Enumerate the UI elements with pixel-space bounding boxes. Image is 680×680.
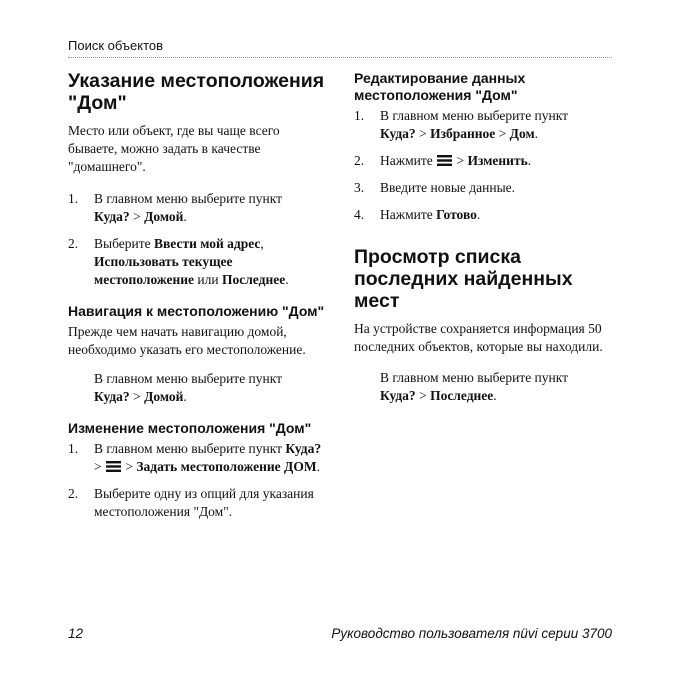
recent-places-intro: На устройстве сохраняется информация 50 последних объектов, которые вы находили.	[354, 321, 603, 354]
step-text: Нажмите	[380, 207, 437, 222]
edit-home-steps	[354, 107, 616, 224]
menu-path-home: Дом	[509, 126, 535, 141]
step-number: 2.	[68, 486, 79, 501]
change-home-steps	[68, 440, 330, 521]
button-done: Готово	[436, 207, 477, 222]
set-home-intro: Место или объект, где вы чаще всего бываете, можно задать в качестве "домашнего".	[68, 123, 280, 174]
option-recent: Последнее	[221, 272, 286, 287]
step-text: Выберите	[94, 236, 154, 251]
list-item	[68, 485, 330, 521]
section-title-change-home: Изменение местоположения "Дом"	[68, 420, 312, 436]
step-text: В главном меню выберите пункт	[380, 370, 569, 385]
section-title-go-home: Навигация к местоположению "Дом"	[68, 303, 325, 319]
path-separator: >	[495, 126, 510, 141]
menu-icon	[437, 155, 452, 166]
path-separator: >	[94, 459, 105, 474]
list-item	[354, 206, 616, 224]
step-number: 3.	[354, 180, 365, 195]
step-end: .	[183, 209, 187, 224]
step-end: .	[476, 207, 481, 222]
step-separator: ,	[260, 236, 264, 251]
step-end: .	[183, 389, 187, 404]
step-text: Нажмите	[380, 153, 437, 168]
list-item	[68, 235, 330, 289]
menu-path-where-to: Куда?	[380, 126, 416, 141]
menu-path-where-to: Куда?	[94, 209, 130, 224]
step-number: 1.	[354, 108, 365, 123]
step-text: В главном меню выберите пункт	[380, 108, 569, 123]
step-separator: или	[194, 272, 222, 287]
section-title-recent-places: Просмотр списка последних найденных мест	[354, 246, 573, 312]
step-text: В главном меню выберите пункт	[94, 371, 283, 386]
manual-title: Руководство пользователя nüvi серии 3700	[331, 626, 612, 641]
right-column	[354, 70, 616, 405]
button-edit: Изменить	[467, 153, 528, 168]
section-title-edit-home: Редактирование данных местоположения "Дом"	[354, 70, 526, 103]
menu-path-where-to: Куда?	[380, 388, 416, 403]
list-item	[354, 152, 616, 170]
option-enter-address: Ввести мой адрес	[154, 236, 261, 251]
step-number: 1.	[68, 191, 79, 206]
path-separator: >	[129, 209, 145, 224]
step-number: 2.	[68, 236, 79, 251]
step-end: .	[493, 388, 497, 403]
go-home-step	[68, 370, 330, 406]
menu-icon	[106, 461, 121, 472]
path-separator: >	[415, 126, 431, 141]
step-text: Введите новые данные.	[380, 180, 516, 195]
step-end: .	[316, 459, 320, 474]
step-text: Выберите одну из опций для указания местоположения "Дом".	[94, 486, 314, 519]
menu-path-where-to: Куда?	[285, 441, 322, 456]
path-separator: >	[415, 388, 431, 403]
path-separator: >	[129, 389, 145, 404]
step-end: .	[527, 153, 532, 168]
step-number: 1.	[68, 441, 79, 456]
menu-path-recent: Последнее	[430, 388, 494, 403]
list-item	[68, 440, 330, 476]
list-item	[354, 179, 616, 197]
go-home-intro: Прежде чем начать навигацию домой, необходимо указать его местоположение.	[68, 324, 306, 357]
recent-places-step	[354, 369, 616, 405]
option-use-current-location: Использовать текущее местоположение	[94, 254, 233, 287]
step-text: В главном меню выберите пункт	[94, 441, 286, 456]
section-title-set-home: Указание местоположения "Дом"	[68, 70, 325, 114]
list-item	[68, 190, 330, 226]
step-end: .	[534, 126, 539, 141]
menu-path-home: Домой	[144, 209, 184, 224]
step-number: 4.	[354, 207, 365, 222]
page-number: 12	[68, 626, 84, 641]
menu-path-where-to: Куда?	[94, 389, 130, 404]
step-number: 2.	[354, 153, 365, 168]
left-column	[68, 70, 330, 530]
header-dotted-rule	[68, 57, 612, 58]
step-end: .	[285, 272, 289, 287]
menu-path-favorites: Избранное	[430, 126, 496, 141]
menu-path-home: Домой	[144, 389, 184, 404]
path-separator: >	[122, 459, 137, 474]
running-head: Поиск объектов	[68, 38, 164, 53]
path-separator: >	[453, 153, 468, 168]
menu-path-set-home-location: Задать местоположение ДОМ	[136, 459, 317, 474]
list-item	[354, 107, 616, 143]
step-text: В главном меню выберите пункт	[94, 191, 283, 206]
set-home-steps	[68, 190, 330, 289]
